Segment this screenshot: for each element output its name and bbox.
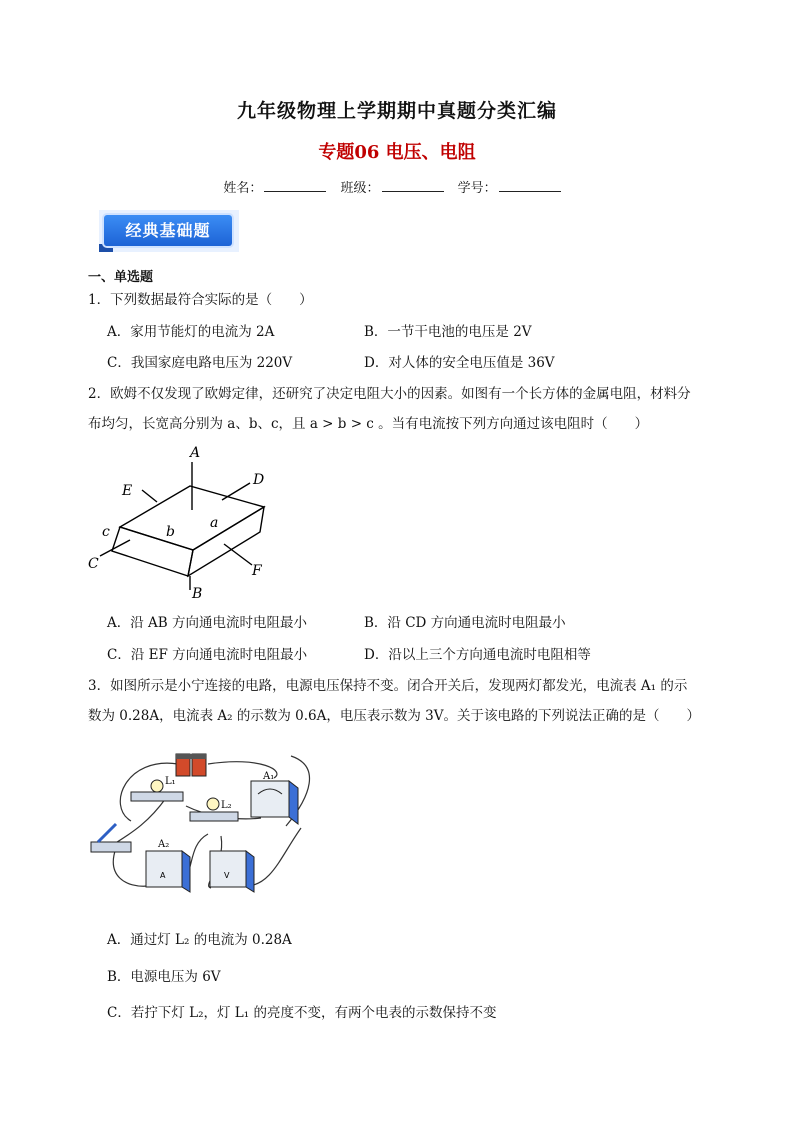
q2-option-d[interactable]: D．沿以上三个方向通电流时电阻相等 (364, 647, 591, 663)
voltmeter-body (210, 851, 246, 887)
q2-option-a[interactable]: A．沿 AB 方向通电流时电阻最小 (107, 615, 308, 631)
ammeter-a1-side (289, 781, 298, 824)
label-b: b (166, 524, 175, 540)
label-D: D (253, 472, 265, 488)
id-label: 学号： (457, 181, 497, 196)
id-blank[interactable] (499, 179, 561, 192)
topic-subtitle: 专题06 电压、电阻 (318, 142, 476, 163)
switch-lever (98, 824, 116, 842)
q1-option-b[interactable]: B．一节干电池的电压是 2V (364, 324, 532, 340)
bulb-l1-base (131, 792, 183, 801)
bulb-l1-icon (151, 780, 163, 792)
section-banner (99, 210, 239, 252)
label-E: E (122, 483, 133, 499)
label-F: F (252, 563, 262, 579)
battery-pack (176, 754, 206, 776)
q1-option-d[interactable]: D．对人体的安全电压值是 36V (364, 355, 555, 371)
q1-option-c[interactable]: C．我国家庭电路电压为 220V (107, 355, 293, 371)
ammeter-a1-body (251, 781, 289, 817)
question-2-line-1: 2．欧姆不仅发现了欧姆定律，还研究了决定电阻大小的因素。如图有一个长方体的金属电阻，材料分 (88, 386, 691, 402)
label-l1: L₁ (165, 776, 176, 787)
switch (91, 824, 131, 852)
cuboid-resistor-figure (80, 440, 290, 605)
question-1-stem: 1．下列数据最符合实际的是（ ） (88, 292, 313, 308)
switch-base (91, 842, 131, 852)
ammeter-a1 (251, 771, 298, 824)
label-a2: A₂ (158, 839, 170, 850)
banner-label: 经典基础题 (104, 215, 232, 246)
label-a1: A₁ (263, 771, 275, 782)
wire (113, 848, 148, 886)
page-title: 九年级物理上学期期中真题分类汇编 (236, 100, 557, 122)
class-blank[interactable] (382, 179, 444, 192)
cuboid-front-face (112, 527, 193, 576)
bulb-l2-base (190, 812, 238, 821)
label-B: B (192, 586, 203, 602)
label-a: a (210, 515, 219, 531)
line-f-segment (224, 544, 252, 565)
ammeter-a2-side (182, 851, 190, 892)
q2-option-b[interactable]: B．沿 CD 方向通电流时电阻最小 (364, 615, 566, 631)
circuit-figure (86, 736, 326, 906)
voltmeter-symbol: V (224, 871, 230, 880)
section-heading: 一、单选题 (88, 270, 154, 285)
q1-option-a[interactable]: A．家用节能灯的电流为 2A (107, 324, 275, 340)
q3-option-b[interactable]: B．电源电压为 6V (107, 969, 221, 985)
ammeter-a2-body (146, 851, 182, 887)
name-label: 姓名： (223, 181, 263, 196)
battery-cap (176, 754, 206, 759)
class-label: 班级： (340, 181, 380, 196)
student-info-line (0, 177, 794, 196)
voltmeter-side (246, 851, 254, 892)
line-d-segment (222, 483, 250, 500)
bulb-l2-icon (207, 798, 219, 810)
label-A: A (190, 445, 201, 461)
q2-option-c[interactable]: C．沿 EF 方向通电流时电阻最小 (107, 647, 308, 663)
q3-option-a[interactable]: A．通过灯 L₂ 的电流为 0.28A (107, 932, 292, 948)
label-c: c (102, 524, 110, 540)
line-e-segment (142, 490, 157, 502)
question-3-line-1: 3．如图所示是小宁连接的电路，电源电压保持不变。闭合开关后，发现两灯都发光，电流表 A₁ 的示 (88, 678, 688, 694)
voltmeter (210, 851, 254, 892)
q3-option-c[interactable]: C．若拧下灯 L₂，灯 L₁ 的亮度不变，有两个电表的示数保持不变 (107, 1005, 497, 1021)
ammeter-a2-symbol: A (160, 871, 166, 880)
question-3-line-2: 数为 0.28A，电流表 A₂ 的示数为 0.6A，电压表示数为 3V。关于该电路的下列说法正确的是（ ） (88, 708, 700, 724)
question-2-line-2: 布均匀，长宽高分别为 a、b、c，且 a > b > c 。当有电流按下列方向通过该电阻时（ ） (88, 416, 649, 432)
ammeter-a2 (146, 839, 190, 892)
label-C: C (88, 556, 99, 572)
label-l2: L₂ (221, 800, 232, 811)
name-blank[interactable] (264, 179, 326, 192)
